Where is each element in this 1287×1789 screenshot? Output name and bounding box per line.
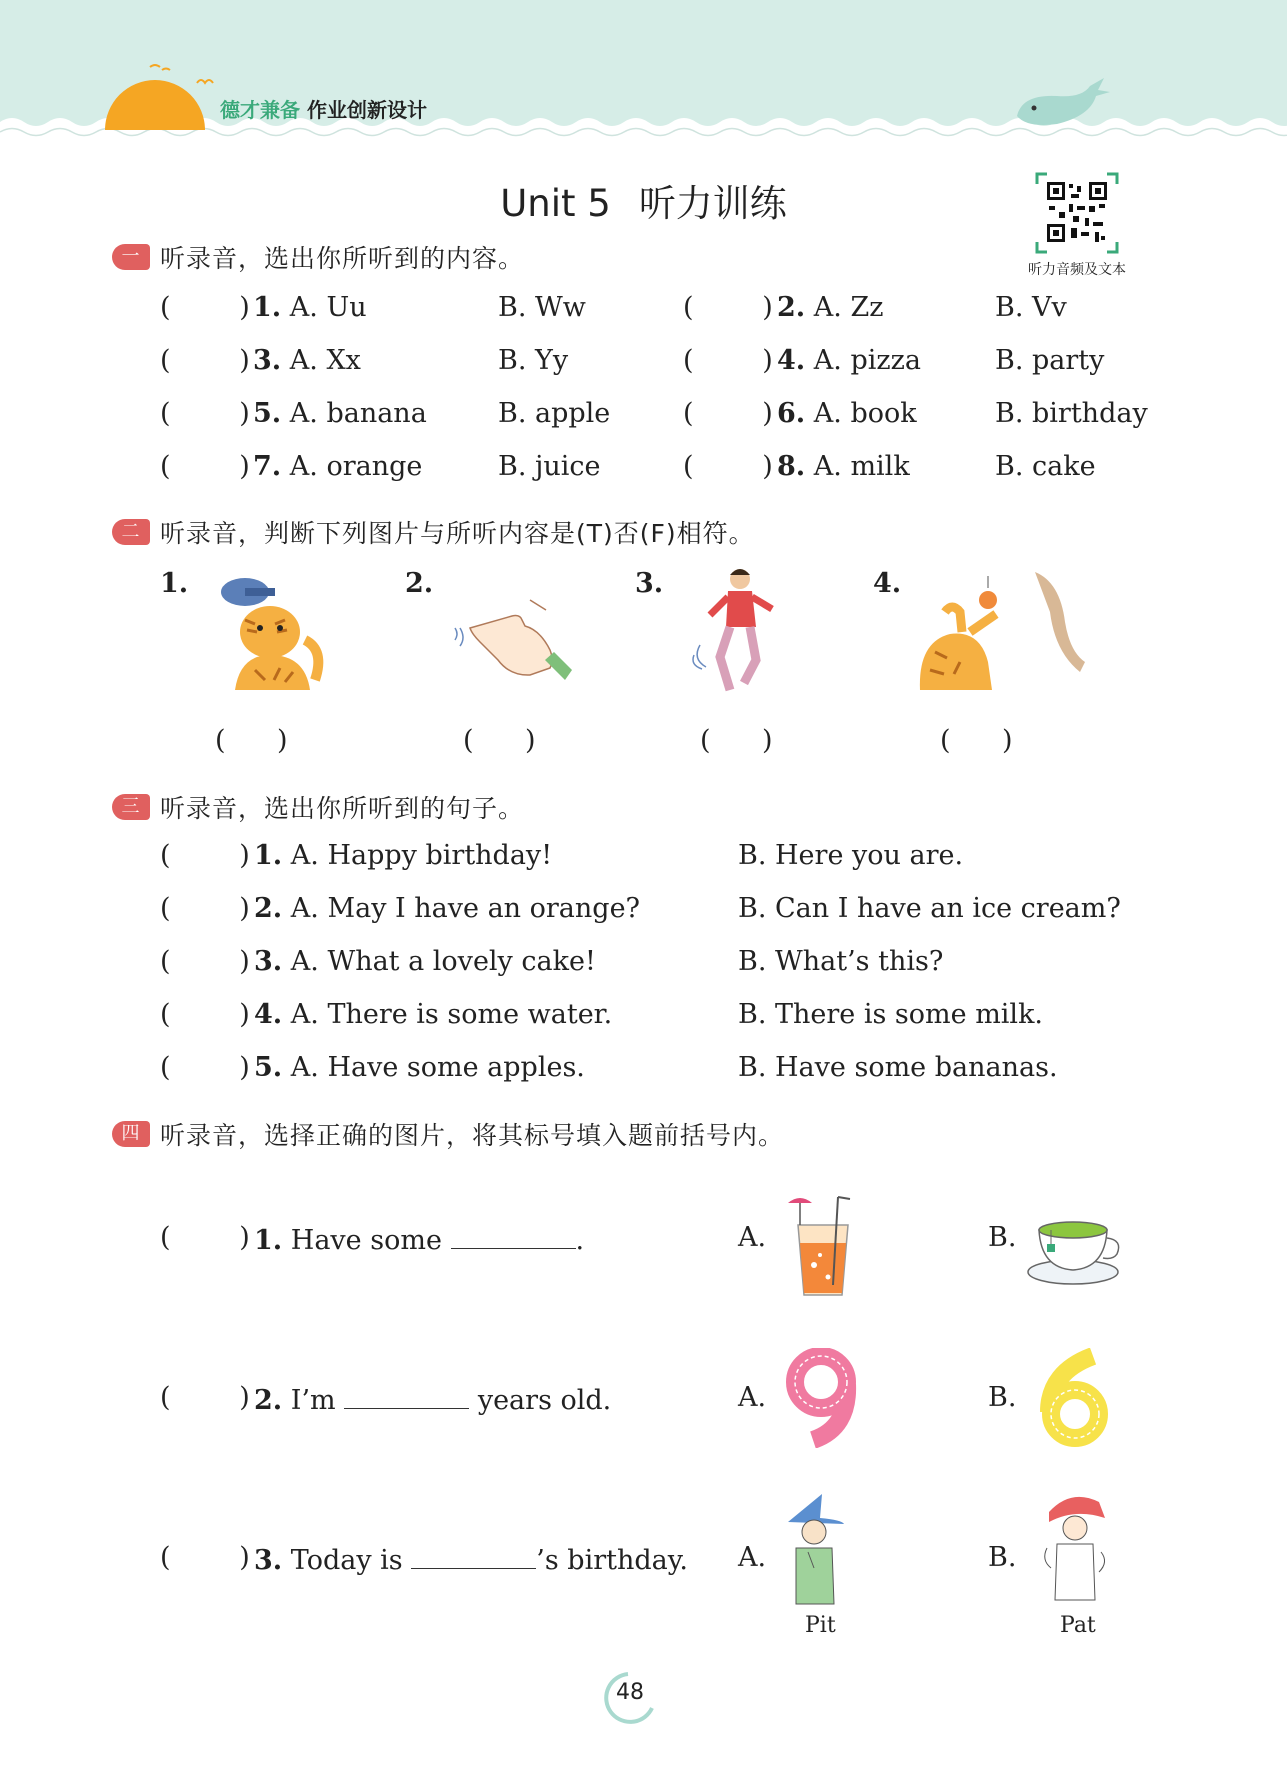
tea-cup-icon[interactable] <box>1025 1210 1125 1290</box>
option-b: B. What’s this? <box>738 946 944 977</box>
brand-green-text: 德才兼备 <box>220 98 300 122</box>
tiger-with-cap-icon <box>205 570 340 695</box>
section3-badge: 三 <box>112 794 150 820</box>
pat-name: Pat <box>1060 1613 1096 1638</box>
answer-bracket[interactable]: ( ) <box>160 345 250 376</box>
tf-bracket[interactable]: ( ) <box>700 725 773 756</box>
answer-bracket[interactable]: ( ) <box>683 292 773 323</box>
title-cn: 听力训练 <box>638 182 787 225</box>
option-b: B. birthday <box>995 398 1148 429</box>
option-a-label: A. <box>738 1222 767 1253</box>
section1-instruction: 听录音，选出你所听到的内容。 <box>160 244 525 273</box>
section2-instruction: 听录音，判断下列图片与所听内容是(T)否(F)相符。 <box>160 519 755 548</box>
list-item: 6. A. book <box>777 398 917 429</box>
option-b: B. Here you are. <box>738 840 964 871</box>
list-item: 4. A. There is some water. <box>254 999 613 1030</box>
picture-number: 1. <box>160 568 189 599</box>
fill-blank[interactable] <box>344 1382 469 1409</box>
list-item: 1. A. Uu <box>253 292 367 323</box>
answer-bracket[interactable]: ( ) <box>160 292 250 323</box>
answer-bracket[interactable]: ( ) <box>683 451 773 482</box>
option-b-label: B. <box>988 1382 1017 1413</box>
picture-number: 3. <box>635 568 664 599</box>
tf-bracket[interactable]: ( ) <box>463 725 536 756</box>
answer-bracket[interactable]: ( ) <box>160 999 250 1030</box>
brand-line <box>220 94 427 123</box>
waving-hand-icon <box>450 580 580 690</box>
list-item: 1. Have some . <box>254 1222 584 1256</box>
list-item: 5. A. banana <box>253 398 427 429</box>
bird-icon <box>195 75 215 89</box>
list-item: 3. A. Xx <box>253 345 361 376</box>
option-b: B. juice <box>498 451 601 482</box>
list-item: 2. A. May I have an orange? <box>254 893 641 924</box>
list-item: 8. A. milk <box>777 451 910 482</box>
juice-glass-icon[interactable] <box>778 1195 868 1300</box>
section1-badge: 一 <box>112 244 150 270</box>
tf-bracket[interactable]: ( ) <box>940 725 1013 756</box>
sun-logo-icon <box>100 62 210 130</box>
number-six-icon[interactable] <box>1035 1348 1115 1448</box>
option-b: B. apple <box>498 398 611 429</box>
section2-title <box>112 515 755 549</box>
boy-jumping-icon <box>690 565 780 705</box>
number-nine-icon[interactable] <box>783 1348 863 1448</box>
option-b: B. party <box>995 345 1105 376</box>
pit-figure-icon[interactable] <box>780 1492 850 1607</box>
option-b: B. Have some bananas. <box>738 1052 1058 1083</box>
answer-bracket[interactable]: ( ) <box>160 451 250 482</box>
qr-code-icon[interactable] <box>1035 172 1119 254</box>
qr-caption: 听力音频及文本 <box>1028 262 1126 278</box>
answer-bracket[interactable]: ( ) <box>160 1222 250 1253</box>
answer-bracket[interactable]: ( ) <box>160 840 250 871</box>
option-b: B. Ww <box>498 292 586 323</box>
option-b-label: B. <box>988 1542 1017 1573</box>
section2-badge: 二 <box>112 519 150 545</box>
answer-bracket[interactable]: ( ) <box>683 345 773 376</box>
tiger-catching-orange-icon <box>900 572 1100 692</box>
section4-instruction: 听录音，选择正确的图片，将其标号填入题前括号内。 <box>160 1121 785 1150</box>
list-item: 4. A. pizza <box>777 345 921 376</box>
list-item: 2. I’m years old. <box>254 1382 611 1416</box>
option-b: B. Vv <box>995 292 1067 323</box>
option-b: B. Yy <box>498 345 569 376</box>
list-item: 3. A. What a lovely cake! <box>254 946 596 977</box>
tf-bracket[interactable]: ( ) <box>215 725 288 756</box>
list-item: 2. A. Zz <box>777 292 884 323</box>
answer-bracket[interactable]: ( ) <box>160 398 250 429</box>
list-item: 7. A. orange <box>253 451 423 482</box>
title-unit: Unit 5 <box>500 182 611 225</box>
pat-figure-icon[interactable] <box>1035 1488 1115 1608</box>
fill-blank[interactable] <box>411 1542 536 1569</box>
option-b: B. cake <box>995 451 1096 482</box>
answer-bracket[interactable]: ( ) <box>160 1542 250 1573</box>
section4-title <box>112 1117 784 1151</box>
option-b: B. Can I have an ice cream? <box>738 893 1121 924</box>
answer-bracket[interactable]: ( ) <box>683 398 773 429</box>
whale-icon <box>1012 76 1112 131</box>
list-item: 3. Today is ’s birthday. <box>254 1542 688 1576</box>
list-item: 1. A. Happy birthday! <box>254 840 553 871</box>
answer-bracket[interactable]: ( ) <box>160 1382 250 1413</box>
answer-bracket[interactable]: ( ) <box>160 1052 250 1083</box>
answer-bracket[interactable]: ( ) <box>160 946 250 977</box>
option-b-label: B. <box>988 1222 1017 1253</box>
list-item: 5. A. Have some apples. <box>254 1052 585 1083</box>
section1-title <box>112 240 524 274</box>
option-b: B. There is some milk. <box>738 999 1044 1030</box>
section3-title <box>112 790 524 824</box>
pit-name: Pit <box>805 1613 836 1638</box>
section4-badge: 四 <box>112 1121 150 1147</box>
section3-instruction: 听录音，选出你所听到的句子。 <box>160 794 525 823</box>
page-number: 48 <box>616 1680 644 1705</box>
brand-black-text: 作业创新设计 <box>306 98 427 122</box>
option-a-label: A. <box>738 1542 767 1573</box>
picture-number: 4. <box>873 568 902 599</box>
answer-bracket[interactable]: ( ) <box>160 893 250 924</box>
fill-blank[interactable] <box>451 1222 576 1249</box>
picture-number: 2. <box>405 568 434 599</box>
option-a-label: A. <box>738 1382 767 1413</box>
